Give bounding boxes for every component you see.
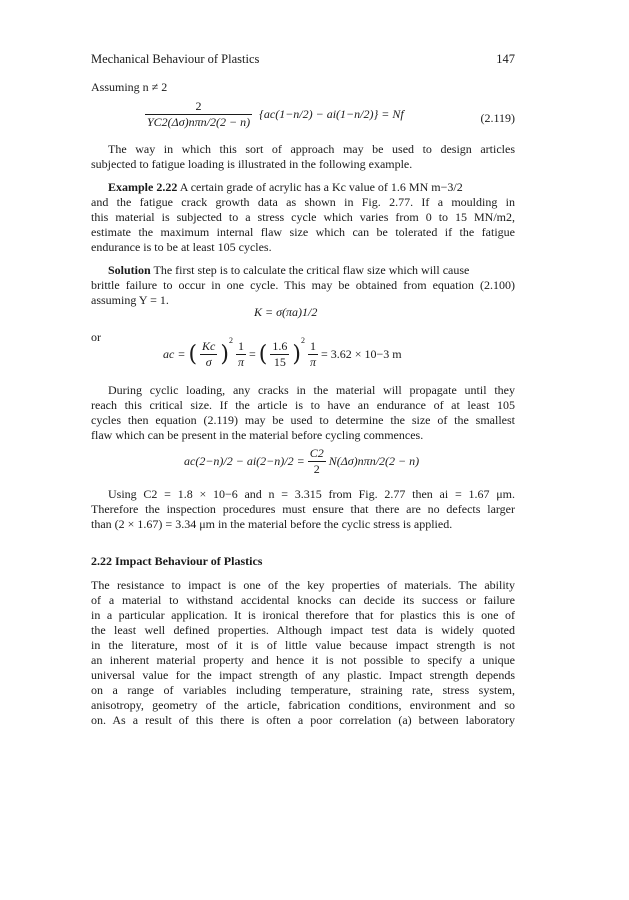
section-line-8: on a range of variables including temperature, straining rate, stress system, <box>91 683 515 697</box>
equation-ac: ac = ( $\frac{Kc}{\sigma}$ )$^2$ $\frac{1}{\pi}$ = ( $\frac{1.6}{15}$ )$^2$ $\frac{1}{\pi}$ = 3.62 × 10−3 m <box>163 336 402 369</box>
section-line-3: in a particular application. It is ironical therefore that for plastics this is one of <box>91 608 515 622</box>
example-line-3: this material is subjected to a stress cycle which varies from 0 to 15 MN/m2, <box>91 210 515 224</box>
eq-ac-frac-kc <box>200 339 217 370</box>
solution-line-2: brittle failure to occur in one cycle. This may be obtained from equation (2.100) <box>91 278 515 292</box>
eq-ac-pi2: π <box>309 354 316 369</box>
section-line-9: anisotropy, geometry of the article, fabrication conditions, environment and so <box>91 698 515 712</box>
eq-ac-pi1: π <box>237 354 244 369</box>
page-header <box>91 52 515 68</box>
section-line-4: the least well defined properties. Although impact test data is widely quoted <box>91 623 515 637</box>
example-line-4: estimate the maximum internal flaw size which can be tolerated if the fatigue <box>91 225 515 239</box>
example-line-5: endurance is to be at least 105 cycles. <box>91 240 272 254</box>
solution-line-3: assuming Y = 1. <box>91 293 169 307</box>
section-heading: 2.22 Impact Behaviour of Plastics <box>91 554 263 568</box>
solution-text-1: The first step is to calculate the critical flaw size which will cause <box>153 263 470 277</box>
solution-line-1 <box>108 263 515 278</box>
eq-ai-lhs: ac(2−n)/2 − ai(2−n)/2 = <box>184 454 305 468</box>
eq-ai-frac-c2 <box>308 446 326 477</box>
eq-ai-c2: C2 <box>309 446 324 460</box>
eq-ac-frac-pi1: $\frac{1}{\pi}$ <box>237 338 244 369</box>
section-line-7: universal value for the impact strength of any plastic. Impact strength depends <box>91 668 515 682</box>
paren-close: ) <box>220 341 229 367</box>
section-line-2: of a material to withstand accidental knocks can decide its success or failure <box>91 593 515 607</box>
paren-close-2: ) <box>292 341 301 367</box>
paren-open: ( <box>188 341 198 367</box>
section-line-10: on. As a result of this there is often a poor correlation (a) between laboratory <box>91 713 515 727</box>
eq-ac-lhs: ac = <box>163 346 186 361</box>
para-way-line-2: subjected to fatigue loading is illustrated in the following example. <box>91 157 413 171</box>
eq-ac-frac-16 <box>270 339 289 370</box>
section-line-1: The resistance to impact is one of the key properties of materials. The ability <box>91 578 515 592</box>
para-using-line-1: Using C2 = 1.8 × 10−6 and n = 3.315 from Fig. 2.77 then ai = 1.67 μm. <box>108 487 515 501</box>
equation-ai <box>184 446 419 477</box>
eq-2-119-denominator: YC2(Δσ)nπn/2(2 − n) <box>147 115 251 129</box>
para-during-line-2: reach this critical size. If the article is to have an endurance of at least 105 <box>91 398 515 412</box>
example-line-1 <box>108 180 515 195</box>
eq-ac-num-16: 1.6 <box>272 338 288 353</box>
para-using-line-2: Therefore the inspection procedures must ensure that there are no defects larger <box>91 502 515 516</box>
eq-ac-frac-pi2: $\frac{1}{\pi}$ <box>309 338 316 369</box>
paren-open-2: ( <box>258 341 268 367</box>
example-line-2: and the fatigue crack growth data as shown in Fig. 2.77. If a moulding in <box>91 195 515 209</box>
page-number: 147 <box>496 52 515 66</box>
eq-2-119-body: {ac(1−n/2) − ai(1−n/2)} = Nf <box>259 107 404 121</box>
eq-ai-rhs: N(Δσ)nπn/2(2 − n) <box>328 454 420 468</box>
eq-ac-result: = 3.62 × 10−3 m <box>320 346 402 361</box>
para-during-line-4: flaw which can be present in the material before cycling commences. <box>91 428 424 442</box>
para-during-line-1: During cyclic loading, any cracks in the material will propagate until they <box>108 383 515 397</box>
eq-ai-two: 2 <box>313 462 320 476</box>
equation-2-119 <box>145 99 404 130</box>
eq-2-119-numerator: 2 <box>145 99 252 115</box>
eq-2-119-label: (2.119) <box>480 111 515 125</box>
para-during-line-3: cycles then equation (2.119) may be used to determine the size of the smallest <box>91 413 515 427</box>
eq-ac-kc: Kc <box>202 338 216 353</box>
eq-ac-sigma: σ <box>205 354 212 369</box>
eq-ac-den-15: 15 <box>273 354 286 369</box>
eq-2-119-fraction <box>145 99 252 130</box>
section-line-5: in the literature, most of it is of little value because impact strength is not <box>91 638 515 652</box>
equation-k: K = σ(πa)1/2 <box>254 305 318 319</box>
example-label: Example 2.22 <box>108 180 178 194</box>
running-title: Mechanical Behaviour of Plastics <box>91 52 260 66</box>
example-text-1: A certain grade of acrylic has a Kc value of 1.6 MN m−3/2 <box>179 180 463 194</box>
solution-label: Solution <box>108 263 151 277</box>
section-line-6: an inherent material property and hence it is not possible to specify a unique <box>91 653 515 667</box>
assuming-line: Assuming n ≠ 2 <box>91 80 168 94</box>
para-using-line-3: than (2 × 1.67) = 3.34 μm in the material before the cyclic stress is applied. <box>91 517 453 531</box>
or-text: or <box>91 330 101 344</box>
para-way-line-1: The way in which this sort of approach may be used to design articles <box>108 142 515 156</box>
